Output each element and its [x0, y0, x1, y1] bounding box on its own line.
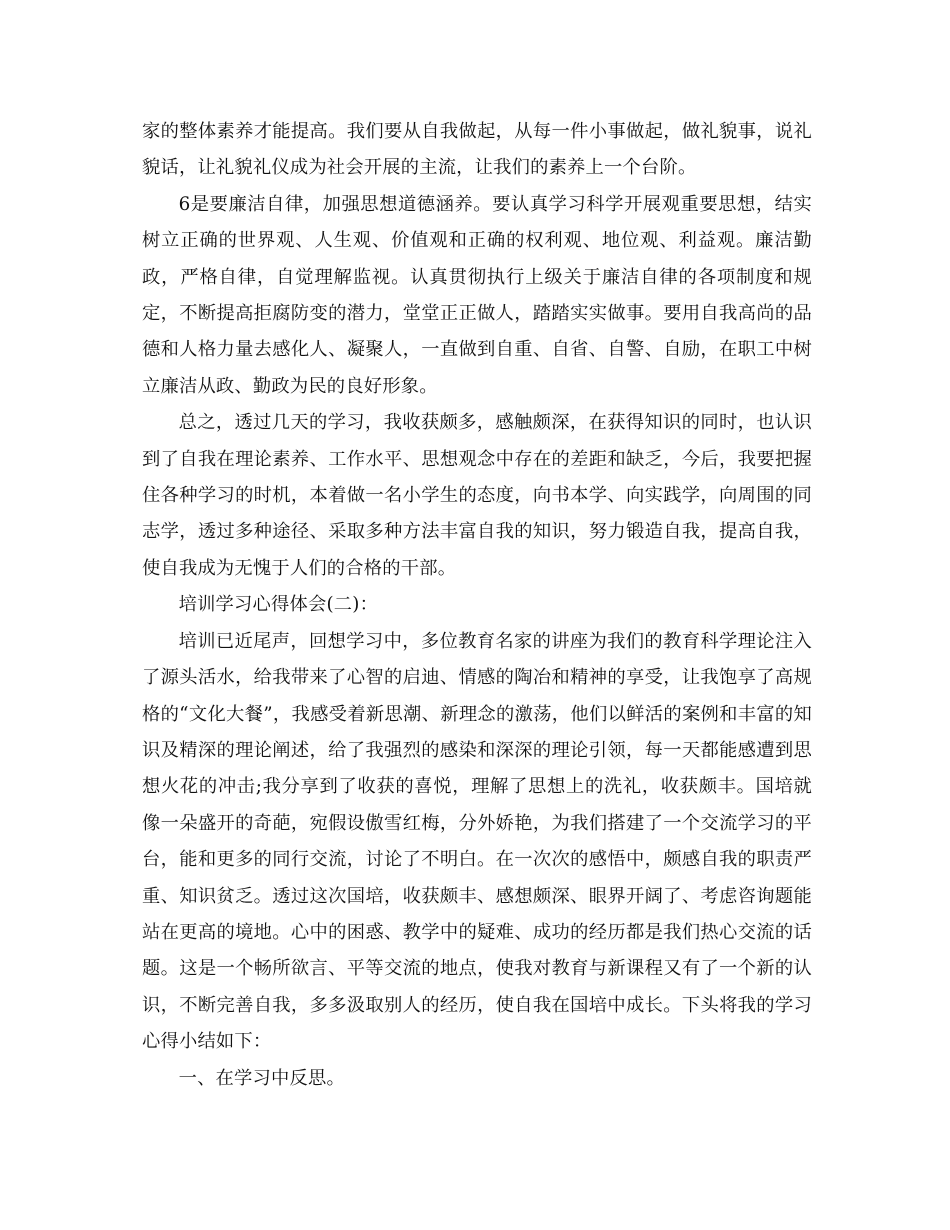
text-line: 是我们热心交流的话题。这是一个畅所欲言、平等交流的地点，使我对教育与新 — [142, 921, 812, 980]
text-line: 实树立正确的世界观、人生观、价值观和正确的权利观、地位观、利益观。廉洁 — [142, 193, 812, 252]
text-line: 培训已近尾声，回想学习中，多位教育名家的讲座为我们的教育科学理论注 — [178, 630, 794, 652]
text-line: 培训学习心得体会(二)： — [178, 594, 379, 616]
text-line: 的品德和人格力量去感化人、凝聚人，一直做到自重、自省、自警、自励，在职 — [142, 303, 812, 361]
text-line: 入了源头活水，给我带来了心智的启迪、情感的陶冶和精神的享受，让我饱享了 — [142, 630, 812, 689]
text-line: 交流学习的平台，能和更多的同行交流，讨论了不明白。在一次次的感悟中，颇 — [142, 812, 813, 871]
text-line: 家的整体素养才能提高。我们要从自我做起，从每一件小事做起，做礼貌事，说 — [142, 121, 794, 142]
text-line: 中成长。下头将我的学习心得小结如下： — [142, 994, 813, 1053]
paragraph — [142, 187, 812, 405]
text-line: 围的同志学，透过多种途径、采取多种方法丰富自我的知识，努力锻造自我，提 — [142, 485, 812, 543]
document-body — [142, 114, 812, 1097]
text-line: 课程又有了一个新的认识，不断完善自我，多多汲取别人的经历，使自我在国培 — [142, 958, 812, 1016]
text-line: 一、在学习中反思。 — [178, 1067, 345, 1089]
text-line: 高自我，使自我成为无愧于人们的合格的干部。 — [142, 521, 812, 579]
text-line: 了、考虑咨询题能站在更高的境地。心中的困惑、教学中的疑难、成功的经历都 — [142, 885, 812, 943]
text-line: 6是要廉洁自律，加强思想道德涵养。要认真学习科学开展观重要思想，结 — [178, 193, 794, 215]
text-line: 工中树立廉洁从政、勤政为民的良好形象。 — [142, 339, 812, 397]
paragraph — [142, 624, 812, 1061]
paragraph — [142, 405, 812, 587]
text-line: 总之，透过几天的学习，我收获颇多，感触颇深，在获得知识的同时，也认 — [178, 412, 794, 434]
text-line: 丰。国培就像一朵盛开的奇葩，宛假设傲雪红梅，分外娇艳，为我们搭建了一个 — [142, 776, 813, 834]
paragraph — [142, 1061, 812, 1097]
text-line: 高规格的“文化大餐”，我感受着新思潮、新理念的激荡，他们以鲜活的案例和 — [142, 667, 812, 725]
text-line: 能感遭到思想火花的冲击;我分享到了收获的喜悦，理解了思想上的洗礼，收获颇 — [142, 739, 813, 798]
paragraph — [142, 587, 812, 623]
text-line: 丰富的知识及精深的理论阐述，给了我强烈的感染和深深的理论引领，每一天都 — [142, 703, 812, 761]
text-line: 感自我的职责严重、知识贫乏。透过这次国培，收获颇丰、感想颇深、眼界开阔 — [142, 849, 812, 907]
text-line: 规定，不断提高拒腐防变的潜力，堂堂正正做人，踏踏实实做事。要用自我高尚 — [142, 266, 812, 325]
text-line: 识到了自我在理论素养、工作水平、思想观念中存在的差距和缺乏，今后，我要 — [142, 412, 812, 470]
text-line: 把握住各种学习的时机，本着做一名小学生的态度，向书本学、向实践学，向周 — [142, 448, 812, 507]
paragraph — [142, 114, 812, 187]
text-line: 勤政，严格自律，自觉理解监视。认真贯彻执行上级关于廉洁自律的各项制度和 — [142, 230, 812, 288]
text-line: 礼貌话，让礼貌礼仪成为社会开展的主流，让我们的素养上一个台阶。 — [142, 121, 812, 179]
